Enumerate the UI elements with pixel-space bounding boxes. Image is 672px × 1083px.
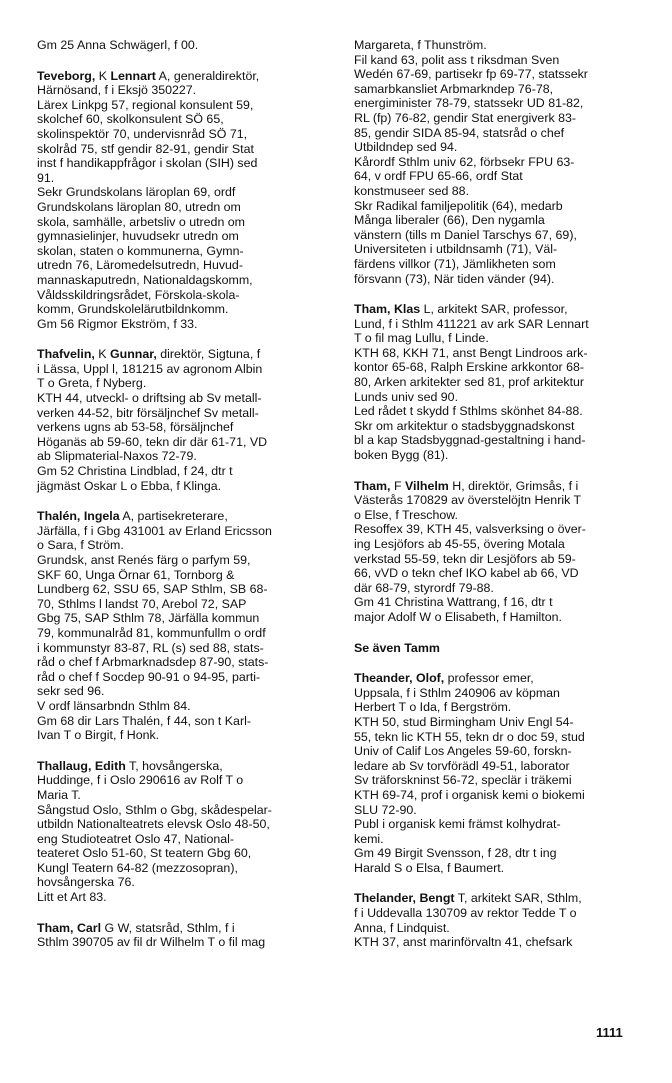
entry-heading <box>354 302 652 317</box>
entry-line: Maria T. <box>37 787 81 802</box>
entry-line: Gm 52 Christina Lindblad, f 24, dtr t <box>37 464 233 479</box>
entry-line: försvann (73), När tiden vänder (94). <box>354 271 555 286</box>
biography-entry <box>354 671 652 875</box>
entry-title: professor emer, <box>444 671 534 686</box>
entry-line: Margareta, f Thunström. <box>354 38 487 52</box>
entry-surname: Thalén, <box>37 509 81 524</box>
entry-line: Sångstud Oslo, Sthlm o Gbg, skådespelar- <box>37 802 272 817</box>
entry-title: H, direktör, Grimsås, f i <box>448 478 579 493</box>
entry-line: Huddinge, f i Oslo 290616 av Rolf T o <box>37 773 244 788</box>
entry-line: Lärex Linkpg 57, regional konsulent 59, <box>37 97 254 112</box>
entry-line: Sthlm 390705 av fil dr Wilhelm T o fil mag <box>37 935 266 950</box>
entry-title: T, hovsångerska, <box>125 758 223 773</box>
entry-line: Uppsala, f i Sthlm 240906 av köpman <box>354 685 560 700</box>
entry-line: ledare ab Sv torvförädl 49-51, laborator <box>354 758 570 773</box>
entry-line: 79, kommunalråd 81, kommunfullm o ordf <box>37 625 266 640</box>
entry-line: RL (fp) 76-82, gendir Stat energiverk 83- <box>354 110 576 125</box>
entry-line: Grundsk, anst Renés färg o parfym 59, <box>37 553 251 567</box>
entry-given-name: Vilhelm <box>404 478 449 493</box>
entry-line: Gm 68 dir Lars Thalén, f 44, son t Karl- <box>37 713 251 728</box>
entry-line: Harald S o Elsa, f Baumert. <box>354 860 505 875</box>
right-column <box>354 38 652 966</box>
entry-line: i kommunstyr 83-87, RL (s) sed 88, stats- <box>37 640 264 655</box>
entry-surname: Thallaug, <box>37 758 92 773</box>
entry-line: verken 44-52, bitr försäljnchef Sv metall- <box>37 405 259 420</box>
entry-line: KTH 50, stud Birmingham Univ Engl 54- <box>354 714 574 729</box>
entry-line: 66, vVD o tekn chef IKO kabel ab 66, VD <box>354 566 579 581</box>
entry-line: utbildn Nationalteatrets elevsk Oslo 48-50, <box>37 817 270 832</box>
entry-line: boken Bygg (81). <box>354 448 449 463</box>
entry-line: råd o chef f Socdep 90-91 o 94-95, parti- <box>37 669 261 684</box>
entry-given-name: Edith <box>94 758 126 773</box>
entry-line: Utbildndep sed 94. <box>354 140 458 155</box>
entry-line: Publ i organisk kemi främst kolhydrat- <box>354 817 561 832</box>
entry-line: KTH 37, anst marinförvaltn 41, chefsark <box>354 935 573 950</box>
entry-heading <box>37 347 335 362</box>
biography-entry <box>37 69 335 332</box>
entry-line: KTH 44, utveckl- o driftsing ab Sv metall- <box>37 391 262 406</box>
entry-line: SKF 60, Unga Örnar 61, Tornborg & <box>37 567 235 582</box>
entry-line: Anna, f Lindquist. <box>354 920 450 935</box>
entry-line: skolchef 60, skolkonsulent SÖ 65, <box>37 112 224 127</box>
entry-line: Sekr Grundskolans läroplan 69, ordf <box>37 185 236 200</box>
entry-title: A, generaldirektör, <box>155 68 260 83</box>
entry-heading <box>37 921 335 936</box>
entry-surname: Thafvelin, <box>37 347 95 362</box>
entry-line: samarbkansliet Arbmarkndep 76-78, <box>354 81 554 96</box>
entry-line: o Sara, f Ström. <box>37 538 124 553</box>
entry-line: Se även Tamm <box>354 640 440 655</box>
entry-line: skolan, staten o kommunerna, Gymn- <box>37 243 244 258</box>
entry-heading <box>37 69 335 84</box>
entry-given-name: Gunnar, <box>110 347 157 362</box>
biography-entry <box>37 509 335 743</box>
entry-line: 70, Sthlms l landst 70, Arebol 72, SAP <box>37 596 247 611</box>
entry-line: KTH 69-74, prof i organisk kemi o biokemi <box>354 787 585 802</box>
entry-line: f i Uddevalla 130709 av rektor Tedde T o <box>354 906 577 921</box>
entry-line: 85, gendir SIDA 85-94, statsråd o chef <box>354 125 565 140</box>
entry-line: Höganäs ab 59-60, tekn dir där 61-71, VD <box>37 434 268 449</box>
entry-line: teateret Oslo 51-60, St teatern Gbg 60, <box>37 846 252 861</box>
entry-line: skola, samhälle, arbetsliv o utredn om <box>37 214 245 229</box>
entry-line: Litt et Art 83. <box>37 890 107 905</box>
entry-line: Led rådet t skydd f Sthlms skönhet 84-88. <box>354 404 583 419</box>
entry-line: verkens ugns ab 53-58, försäljnchef <box>37 420 234 435</box>
entry-surname: Thelander, <box>354 891 416 906</box>
entry-line: energiminister 78-79, statssekr UD 81-82, <box>354 96 584 111</box>
entry-title: A, partisekreterare, <box>119 509 228 524</box>
entry-line: bl a kap Stadsbyggnad-gestaltning i hand- <box>354 433 586 448</box>
entry-surname: Tham, <box>354 302 391 317</box>
entry-line: Gbg 75, SAP Sthlm 78, Järfälla kommun <box>37 611 260 626</box>
entry-line: där 68-79, styrordf 79-88. <box>354 580 494 595</box>
entry-line: skolråd 75, stf gendir 82-91, gendir Stat <box>37 141 254 156</box>
entry-line: Universiteten i utbildnsamh (71), Väl- <box>354 242 558 257</box>
biography-entry <box>354 479 652 625</box>
entry-line: Skr om arkitektur o stadsbyggnadskonst <box>354 418 575 433</box>
entry-title: T, arkitekt SAR, Sthlm, <box>454 891 582 906</box>
entry-line: Lundberg 62, SSU 65, SAP Sthlm, SB 68- <box>37 582 268 597</box>
entry-line: 55, tekn lic KTH 55, tekn dr o doc 59, stud <box>354 729 585 744</box>
entry-line: Gm 25 Anna Schwägerl, f 00. <box>37 38 199 52</box>
biography-entry <box>37 38 335 53</box>
entry-line: Fil kand 63, polit ass t riksdman Sven <box>354 52 560 67</box>
entry-given-name: Lennart <box>110 68 156 83</box>
entry-line: 91. <box>37 170 55 185</box>
entry-surname: Theander, <box>354 671 413 686</box>
entry-title: direktör, Sigtuna, f <box>156 347 261 362</box>
entry-line: Lunds univ sed 90. <box>354 389 459 404</box>
left-column <box>37 38 335 966</box>
entry-line: utredn 76, Läromedelsutredn, Huvud- <box>37 258 243 273</box>
entry-line: gymnasielinjer, huvudsekr utredn om <box>37 229 239 244</box>
entry-heading <box>354 479 652 494</box>
entry-title: G W, statsråd, Sthlm, f i <box>101 920 235 935</box>
biography-entry <box>37 347 335 493</box>
entry-line: kontor 65-68, Ralph Erskine arkkontor 68- <box>354 360 585 375</box>
entry-line: Resoffex 39, KTH 45, valsverksing o över- <box>354 522 586 537</box>
entry-line: råd o chef f Arbmarknadsdep 87-90, stats- <box>37 655 269 670</box>
entry-initial: K <box>98 347 111 362</box>
entry-line: Gm 49 Birgit Svensson, f 28, dtr t ing <box>354 846 557 861</box>
entry-line: o Else, f Treschow. <box>354 507 458 522</box>
entry-line: V ordf länsarbndn Sthlm 84. <box>37 698 191 713</box>
entry-line: major Adolf W o Elisabeth, f Hamilton. <box>354 609 562 624</box>
entry-line: Kårordf Sthlm univ 62, förbsekr FPU 63- <box>354 154 575 169</box>
entry-line: KTH 68, KKH 71, anst Bengt Lindroos ark- <box>354 345 588 360</box>
entry-line: kemi. <box>354 831 384 846</box>
entry-line: 64, v ordf FPU 65-66, ordf Stat <box>354 169 523 184</box>
biography-entry <box>354 38 652 286</box>
entry-line: Skr Radikal familjepolitik (64), medarb <box>354 198 563 213</box>
entry-line: Wedén 67-69, partisekr fp 69-77, statssekr <box>354 67 588 82</box>
entry-line: färdens villkor (71), Jämlikheten som <box>354 256 556 271</box>
entry-surname: Tham, <box>37 920 74 935</box>
entry-line: i Lässa, Uppl l, 181215 av agronom Albin <box>37 361 263 376</box>
entry-line: jägmäst Oskar L o Ebba, f Klinga. <box>37 478 222 493</box>
entry-line: Västerås 170829 av överstelöjtn Henrik T <box>354 493 582 508</box>
entry-line: Gm 56 Rigmor Ekström, f 33. <box>37 316 198 331</box>
entry-given-name: Carl <box>76 920 102 935</box>
entry-line: skolinspektör 70, undervisnråd SÖ 71, <box>37 126 248 141</box>
entry-line: Kungl Teatern 64-82 (mezzosopran), <box>37 860 238 875</box>
entry-line: Herbert T o Ida, f Bergström. <box>354 700 512 715</box>
entry-line: Våldsskildringsrådet, Förskola-skola- <box>37 287 240 302</box>
entry-heading <box>354 891 652 906</box>
entry-heading <box>37 759 335 774</box>
biography-entry <box>354 641 652 656</box>
entry-line: mannaskaputredn, Nationaldagskomm, <box>37 272 253 287</box>
entry-line: verkstad 55-59, tekn dir Lesjöfors ab 59- <box>354 551 576 566</box>
biography-entry <box>354 302 652 463</box>
entry-line: Lund, f i Sthlm 411221 av ark SAR Lennart <box>354 316 589 331</box>
entry-line: konstmuseer sed 88. <box>354 183 470 198</box>
biography-entry <box>354 891 652 949</box>
entry-given-name: Ingela <box>83 509 120 524</box>
entry-line: eng Studioteatret Oslo 47, National- <box>37 831 234 846</box>
entry-line: Järfälla, f i Gbg 431001 av Erland Ericsson <box>37 523 272 538</box>
page-number: 1111 <box>596 1025 623 1040</box>
entry-surname: Tham, <box>354 478 391 493</box>
entry-line: Sv träforskninst 56-72, speclär i träkemi <box>354 773 572 788</box>
entry-line: ab Slipmaterial-Naxos 72-79. <box>37 449 197 464</box>
entry-line: Grundskolans läroplan 80, utredn om <box>37 199 241 214</box>
entry-surname: Teveborg, <box>37 68 96 83</box>
entry-initial: F <box>393 478 405 493</box>
entry-line: ing Lesjöfors ab 45-55, övering Motala <box>354 537 565 551</box>
entry-initial: K <box>98 68 111 83</box>
entry-line: komm, Grundskolelärutbildnkomm. <box>37 302 229 317</box>
biography-entry <box>37 921 335 950</box>
entry-line: Härnösand, f i Eksjö 350227. <box>37 83 197 98</box>
entry-line: inst f handikappfrågor i skolan (SIH) sed <box>37 156 258 171</box>
entry-title: L, arkitekt SAR, professor, <box>420 302 568 317</box>
entry-line: hovsångerska 76. <box>37 875 135 890</box>
entry-line: Många liberaler (66), Den nygamla <box>354 213 545 228</box>
biography-entry <box>37 759 335 905</box>
entry-line: SLU 72-90. <box>354 802 417 817</box>
entry-line: 80, Arken arkitekter sed 81, prof arkitektur <box>354 375 585 390</box>
entry-heading <box>354 671 652 686</box>
entry-line: Gm 41 Christina Wattrang, f 16, dtr t <box>354 595 553 610</box>
entry-line: T o fil mag Lullu, f Linde. <box>354 331 489 346</box>
entry-heading <box>37 509 335 524</box>
entry-line: sekr sed 96. <box>37 684 105 699</box>
entry-line: vänstern (tills m Daniel Tarschys 67, 69), <box>354 227 577 242</box>
entry-line: Ivan T o Birgit, f Honk. <box>37 728 160 743</box>
entry-line: T o Greta, f Nyberg. <box>37 376 147 391</box>
entry-given-name: Olof, <box>415 671 445 686</box>
entry-line: Univ of Calif Los Angeles 59-60, forskn- <box>354 744 572 759</box>
entry-given-name: Bengt <box>419 891 455 906</box>
entry-given-name: Klas <box>393 302 421 317</box>
